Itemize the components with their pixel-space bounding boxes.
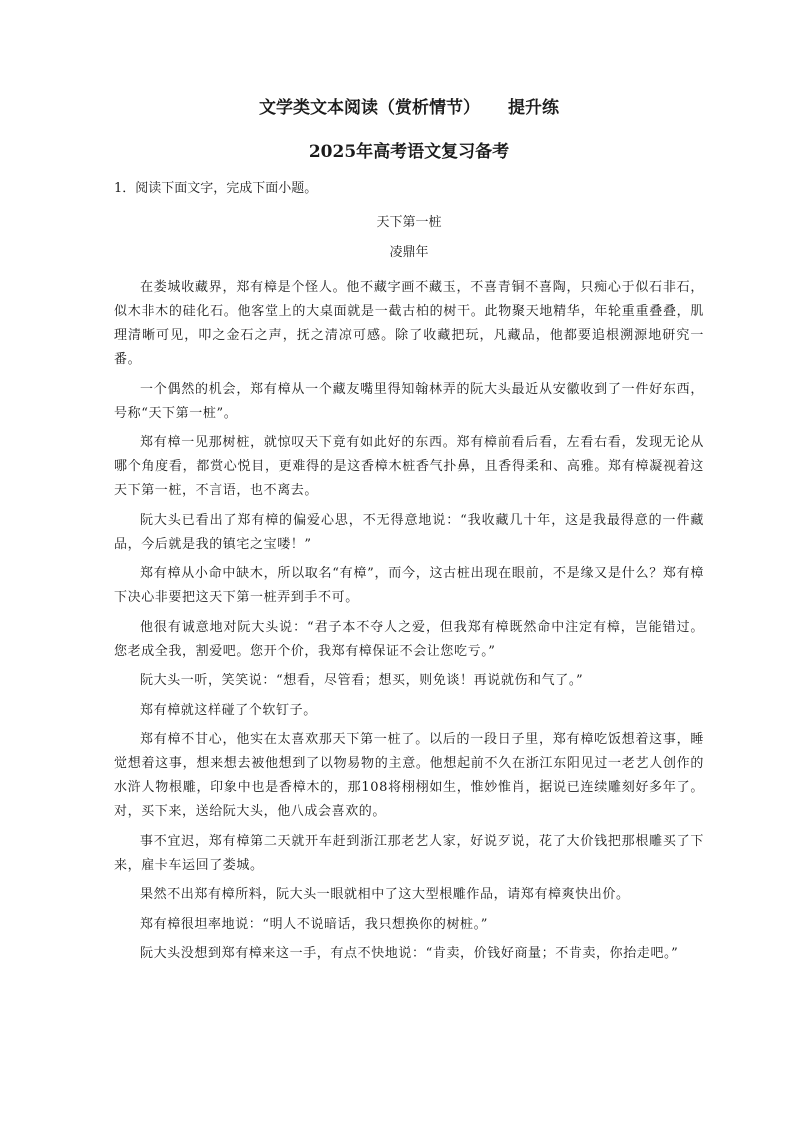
story-paragraph: 郑有樟从小命中缺木，所以取名“有樟”，而今，这古桩出现在眼前，不是缘又是什么？郑有樟下决心非要把这天下第一桩弄到手不可。 (114, 566, 704, 605)
story-paragraph: 他很有诚意地对阮大头说：“君子本不夺人之爱，但我郑有樟既然命中注定有樟，岂能错过。您老成全我，割爱吧。您开个价，我郑有樟保证不会让您吃亏。” (114, 619, 704, 659)
story-paragraph: 郑有樟不甘心，他实在太喜欢那天下第一桩了。以后的一段日子里，郑有樟吃饭想着这事，睡觉想着这事，想来想去被他想到了以物易物的主意。他想起前不久在浙江东阳见过一老艺人创作的水浒人物根雕，印象中也是香樟木的，那108将栩栩如生，惟妙惟肖，据说已连续雕刻好多年了。对，买下来，送给阮大头，他八成会喜欢的。 (114, 732, 704, 819)
title-main: 文学类文本阅读（赏析情节） (259, 98, 480, 118)
document-subtitle: 2025年高考语文复习备考 (308, 142, 510, 162)
question-instruction: 1．阅读下面文字，完成下面小题。 (114, 181, 318, 196)
story-paragraph: 阮大头已看出了郑有樟的偏爱心思，不无得意地说：“我收藏几十年，这是我最得意的一件藏品，今后就是我的镇宅之宝喽！” (114, 512, 704, 552)
story-paragraph: 郑有樟就这样碰了个软钉子。 (140, 702, 317, 718)
story-title: 天下第一桩 (376, 215, 442, 230)
story-paragraph: 阮大头没想到郑有樟来这一手，有点不快地说：“肯卖，价钱好商量；不肯卖，你抬走吧。” (140, 946, 679, 961)
story-paragraph: 郑有樟一见那树桩，就惊叹天下竟有如此好的东西。郑有樟前看后看，左看右看，发现无论从哪个角度看，都赏心悦目，更难得的是这香樟木桩香气扑鼻，且香得柔和、高雅。郑有樟凝视着这天下第一桩，不言语，也不离去。 (114, 435, 704, 498)
story-paragraph: 阮大头一听，笑笑说：“想看，尽管看；想买，则免谈！再说就伤和气了。” (140, 673, 584, 688)
story-author: 凌鼎年 (389, 245, 429, 260)
story-paragraph: 果然不出郑有樟所料，阮大头一眼就相中了这大型根雕作品，请郑有樟爽快出价。 (140, 887, 630, 902)
title-tag: 提升练 (508, 98, 559, 118)
document-title (114, 96, 704, 120)
story-paragraph: 郑有樟很坦率地说：“明人不说暗话，我只想换你的树桩。” (140, 916, 488, 932)
story-paragraph: 在娄城收藏界，郑有樟是个怪人。他不藏字画不藏玉，不喜青铜不喜陶，只痴心于似石非石，似木非木的硅化石。他客堂上的大桌面就是一截古柏的树干。此物聚天地精华，年轮重重叠叠，肌理清晰可见，叩之金石之声，抚之清凉可感。除了收藏把玩，凡藏品，他都要追根溯源地研究一番。 (114, 280, 704, 367)
story-paragraph: 一个偶然的机会，郑有樟从一个藏友嘴里得知翰林弄的阮大头最近从安徽收到了一件好东西，号称“天下第一桩”。 (114, 381, 704, 421)
story-paragraph: 事不宜迟，郑有樟第二天就开车赶到浙江那老艺人家，好说歹说，花了大价钱把那根雕买了下来，雇卡车运回了娄城。 (114, 833, 704, 873)
